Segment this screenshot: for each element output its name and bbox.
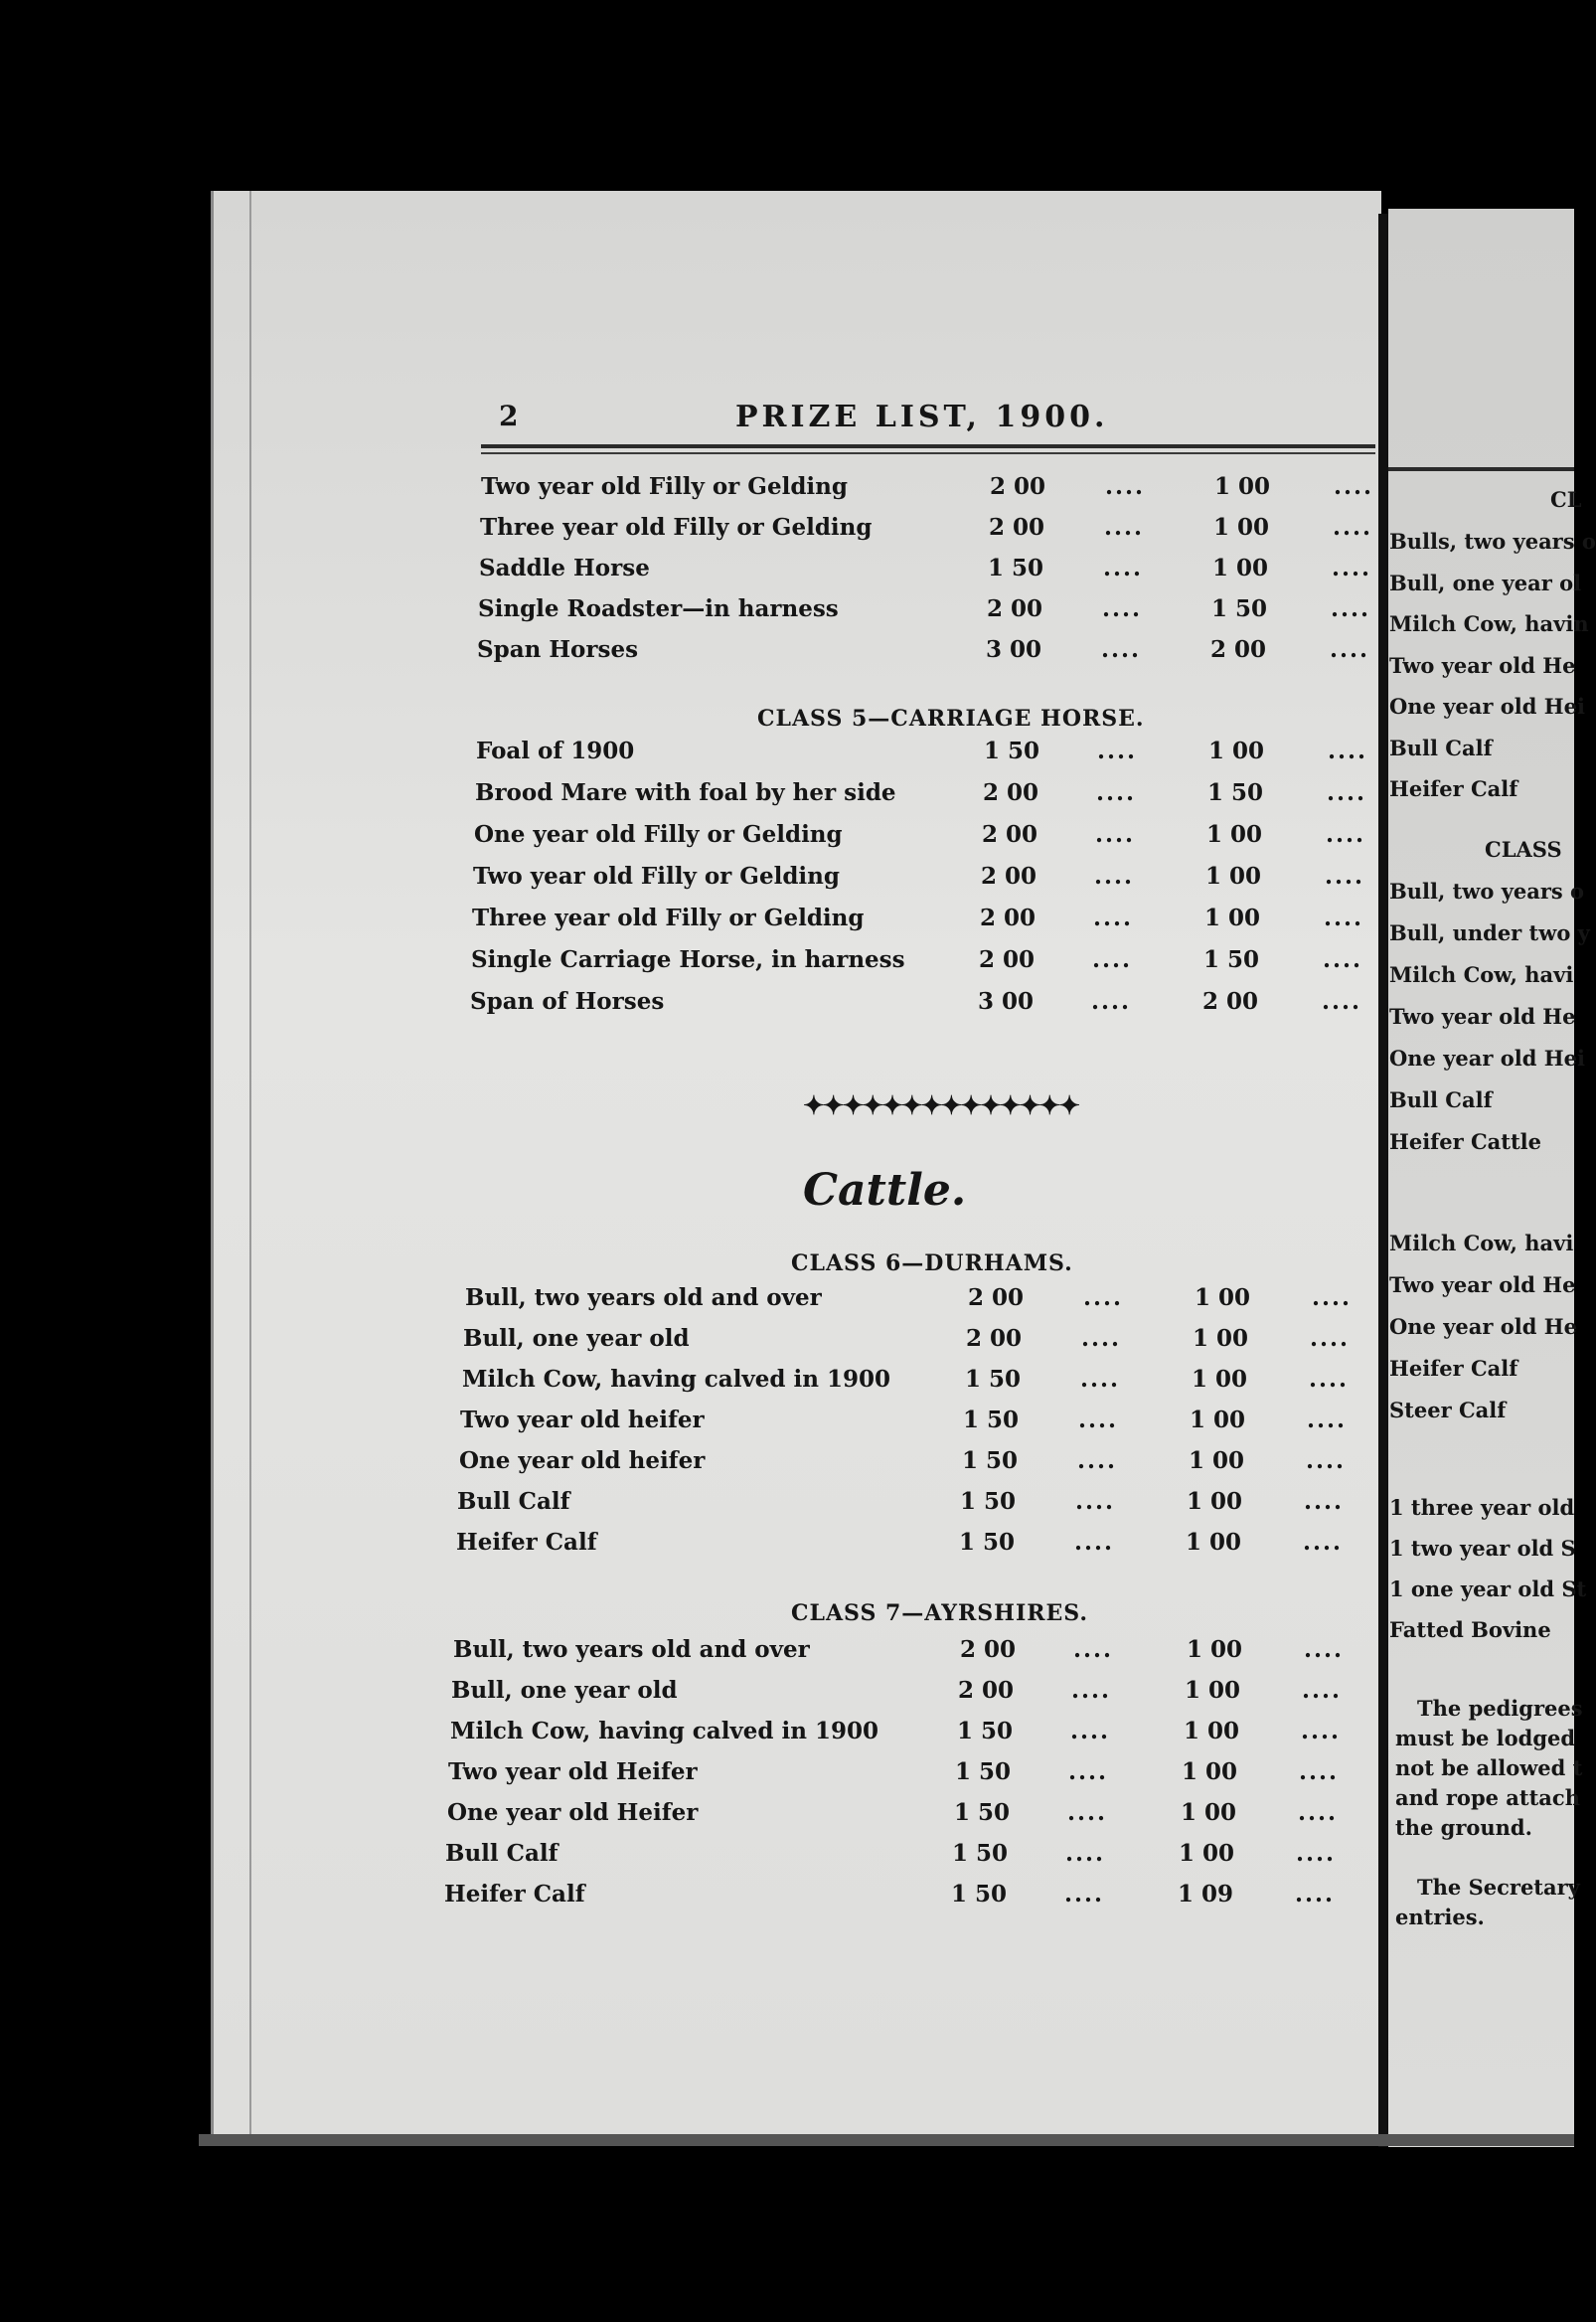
leader-dots: .... <box>1067 1799 1108 1826</box>
leader-dots: .... <box>1104 514 1145 541</box>
note-text-fragment: and rope attach <box>1395 1785 1580 1810</box>
leader-dots: .... <box>1330 636 1370 663</box>
second-prize: 1 00 <box>1214 473 1271 500</box>
second-prize: 1 00 <box>1212 555 1269 581</box>
section-title-cattle: Cattle. <box>803 1165 967 1216</box>
first-prize: 2 00 <box>958 1677 1015 1704</box>
leader-dots: .... <box>1081 1325 1122 1352</box>
prize-row <box>448 1758 1343 1794</box>
page-bottom-edge <box>199 2134 1574 2146</box>
leader-dots: .... <box>1102 595 1143 622</box>
prize-row <box>472 905 1366 940</box>
prize-label-fragment: Milch Cow, havi <box>1389 1231 1574 1255</box>
class-heading-fragment: CLASS <box>1485 837 1562 862</box>
prize-row <box>462 1366 1357 1402</box>
leader-dots: .... <box>1071 1677 1112 1704</box>
prize-label: Bull Calf <box>445 1840 559 1867</box>
leader-dots: .... <box>1324 905 1364 931</box>
first-prize: 3 00 <box>978 988 1035 1015</box>
first-prize: 1 50 <box>984 738 1040 764</box>
prize-row <box>471 946 1365 982</box>
prize-row <box>470 988 1364 1024</box>
second-prize: 1 50 <box>1211 595 1268 622</box>
prize-row <box>478 595 1372 631</box>
prize-label: Span Horses <box>477 636 639 663</box>
first-prize: 1 50 <box>955 1758 1012 1785</box>
leader-dots: .... <box>1093 905 1134 931</box>
leader-dots: .... <box>1103 555 1144 581</box>
second-prize: 1 00 <box>1208 738 1265 764</box>
second-prize: 1 00 <box>1185 1677 1241 1704</box>
class-heading: CLASS 5—CARRIAGE HORSE. <box>757 706 1145 732</box>
second-prize: 1 00 <box>1192 1366 1248 1393</box>
prize-label: Span of Horses <box>470 988 665 1015</box>
leader-dots: .... <box>1307 1407 1348 1433</box>
prize-label-fragment: Bulls, two years o <box>1389 529 1596 554</box>
second-prize: 1 00 <box>1187 1488 1243 1515</box>
leader-dots: .... <box>1303 1529 1344 1556</box>
prize-label: Heifer Calf <box>456 1529 597 1556</box>
first-prize: 2 00 <box>968 1284 1025 1311</box>
leader-dots: .... <box>1325 863 1365 890</box>
prize-label: Three year old Filly or Gelding <box>472 905 865 931</box>
leader-dots: .... <box>1075 1488 1116 1515</box>
prize-label-fragment: Two year old He <box>1389 1272 1576 1297</box>
leader-dots: .... <box>1092 946 1133 973</box>
first-prize: 3 00 <box>986 636 1042 663</box>
leader-dots: .... <box>1309 1366 1350 1393</box>
prize-row <box>476 738 1370 773</box>
second-prize: 1 00 <box>1187 1636 1243 1663</box>
leader-dots: .... <box>1304 1488 1345 1515</box>
prize-label: Milch Cow, having calved in 1900 <box>450 1718 879 1744</box>
prize-label: Bull, two years old and over <box>465 1284 822 1311</box>
header-rule-thin <box>481 452 1375 454</box>
prize-label-fragment: 1 two year old S <box>1389 1536 1576 1561</box>
second-prize: 1 50 <box>1207 779 1264 806</box>
second-prize: 1 00 <box>1213 514 1270 541</box>
first-prize: 2 00 <box>980 905 1037 931</box>
leader-dots: .... <box>1328 738 1368 764</box>
prize-row <box>481 473 1375 509</box>
first-prize: 1 50 <box>988 555 1044 581</box>
leader-dots: .... <box>1091 988 1132 1015</box>
leader-dots: .... <box>1078 1407 1119 1433</box>
leader-dots: .... <box>1306 1447 1347 1474</box>
first-prize: 2 00 <box>981 863 1037 890</box>
first-prize: 1 50 <box>957 1718 1014 1744</box>
leader-dots: .... <box>1095 821 1136 848</box>
note-text-fragment: not be allowed t <box>1395 1755 1583 1780</box>
leader-dots: .... <box>1096 779 1137 806</box>
second-prize: 1 09 <box>1178 1881 1234 1907</box>
prize-label-fragment: One year old He <box>1389 1314 1577 1339</box>
prize-label-fragment: Two year old He <box>1389 1004 1576 1029</box>
prize-label-fragment: Fatted Bovine <box>1389 1617 1551 1642</box>
second-prize: 1 00 <box>1189 1447 1245 1474</box>
first-prize: 2 00 <box>960 1636 1017 1663</box>
prize-label: Two year old Heifer <box>448 1758 698 1785</box>
first-prize: 1 50 <box>951 1881 1008 1907</box>
class-heading: CLASS 6—DURHAMS. <box>791 1250 1073 1276</box>
second-prize: 1 00 <box>1182 1758 1238 1785</box>
second-prize: 1 50 <box>1203 946 1260 973</box>
prize-label: Two year old heifer <box>460 1407 705 1433</box>
leader-dots: .... <box>1334 473 1374 500</box>
prize-row <box>480 514 1374 550</box>
first-prize: 1 50 <box>965 1366 1022 1393</box>
prize-row <box>475 779 1369 815</box>
first-prize: 2 00 <box>982 821 1038 848</box>
prize-label: Bull, one year old <box>451 1677 678 1704</box>
leader-dots: .... <box>1326 821 1366 848</box>
page-fold <box>1378 214 1388 2147</box>
first-prize: 2 00 <box>987 595 1043 622</box>
leader-dots: .... <box>1302 1677 1343 1704</box>
prize-label-fragment: One year old Hei <box>1389 694 1585 719</box>
ornament-divider: ✦✦✦✦✦✦✦✦✦✦✦✦✦✦ <box>803 1091 1078 1121</box>
prize-row <box>451 1677 1346 1713</box>
header-rule <box>481 444 1375 448</box>
second-prize: 1 00 <box>1179 1840 1235 1867</box>
prize-label-fragment: 1 one year old St <box>1389 1576 1587 1601</box>
prize-label-fragment: Heifer Calf <box>1389 776 1518 801</box>
second-prize: 1 00 <box>1205 863 1262 890</box>
prize-row <box>459 1447 1354 1483</box>
second-prize: 2 00 <box>1210 636 1267 663</box>
prize-row <box>450 1718 1345 1753</box>
prize-label-fragment: Two year old He <box>1389 652 1576 678</box>
note-text-fragment: entries. <box>1395 1905 1485 1929</box>
second-prize: 1 00 <box>1193 1325 1249 1352</box>
prize-label: Saddle Horse <box>479 555 650 581</box>
prize-label-fragment: Milch Cow, havin <box>1389 611 1589 636</box>
first-prize: 1 50 <box>960 1488 1017 1515</box>
leader-dots: .... <box>1080 1366 1121 1393</box>
prize-label: Brood Mare with foal by her side <box>475 779 896 806</box>
second-prize: 2 00 <box>1202 988 1259 1015</box>
prize-label: Three year old Filly or Gelding <box>480 514 873 541</box>
right-page <box>1388 209 1574 2147</box>
leader-dots: .... <box>1310 1325 1351 1352</box>
first-prize: 1 50 <box>954 1799 1011 1826</box>
leader-dots: .... <box>1301 1718 1342 1744</box>
prize-row <box>445 1840 1340 1876</box>
prize-label-fragment: Bull Calf <box>1389 735 1493 760</box>
prize-label: Two year old Filly or Gelding <box>473 863 840 890</box>
prize-label: Foal of 1900 <box>476 738 635 764</box>
leader-dots: .... <box>1101 636 1142 663</box>
prize-label-fragment: Heifer Calf <box>1389 1356 1518 1381</box>
prize-label: One year old heifer <box>459 1447 706 1474</box>
leader-dots: .... <box>1332 555 1372 581</box>
prize-label-fragment: Bull, one year ol <box>1389 570 1582 595</box>
leader-dots: .... <box>1333 514 1373 541</box>
prize-label: One year old Filly or Gelding <box>474 821 843 848</box>
page-title: PRIZE LIST, 1900. <box>735 400 1109 434</box>
first-prize: 2 00 <box>979 946 1036 973</box>
second-prize: 1 00 <box>1186 1529 1242 1556</box>
class-heading: CLASS 7—AYRSHIRES. <box>791 1600 1089 1626</box>
prize-label: Heifer Calf <box>444 1881 585 1907</box>
leader-dots: .... <box>1299 1758 1340 1785</box>
prize-row <box>457 1488 1352 1524</box>
leader-dots: .... <box>1296 1840 1337 1867</box>
second-prize: 1 00 <box>1195 1284 1251 1311</box>
prize-row <box>477 636 1371 672</box>
leader-dots: .... <box>1073 1636 1114 1663</box>
prize-label-fragment: Heifer Cattle <box>1389 1129 1542 1154</box>
second-prize: 1 00 <box>1206 821 1263 848</box>
note-text-fragment: the ground. <box>1395 1815 1532 1840</box>
prize-label: Milch Cow, having calved in 1900 <box>462 1366 891 1393</box>
prize-row <box>456 1529 1351 1565</box>
leader-dots: .... <box>1323 946 1363 973</box>
note-text-fragment: The Secretary <box>1417 1875 1580 1900</box>
prize-row <box>473 863 1367 899</box>
leader-dots: .... <box>1074 1529 1115 1556</box>
prize-label-fragment: One year old Hei <box>1389 1046 1585 1071</box>
leader-dots: .... <box>1094 863 1135 890</box>
prize-row <box>444 1881 1339 1916</box>
leader-dots: .... <box>1097 738 1138 764</box>
prize-label: Bull Calf <box>457 1488 570 1515</box>
leader-dots: .... <box>1068 1758 1109 1785</box>
second-prize: 1 00 <box>1181 1799 1237 1826</box>
leader-dots: .... <box>1322 988 1362 1015</box>
prize-row <box>447 1799 1342 1835</box>
leader-dots: .... <box>1327 779 1367 806</box>
right-page-rule <box>1388 467 1574 471</box>
prize-label-fragment: Bull, two years o <box>1389 879 1585 904</box>
first-prize: 2 00 <box>990 473 1046 500</box>
leader-dots: .... <box>1295 1881 1336 1907</box>
prize-label: Single Roadster—in harness <box>478 595 839 622</box>
first-prize: 1 50 <box>952 1840 1009 1867</box>
prize-label: Bull, one year old <box>463 1325 690 1352</box>
prize-label-fragment: Milch Cow, havi <box>1389 962 1574 987</box>
leader-dots: .... <box>1065 1840 1106 1867</box>
second-prize: 1 00 <box>1204 905 1261 931</box>
prize-label: One year old Heifer <box>447 1799 699 1826</box>
prize-label: Bull, two years old and over <box>453 1636 810 1663</box>
leader-dots: .... <box>1083 1284 1124 1311</box>
prize-label: Two year old Filly or Gelding <box>481 473 848 500</box>
prize-row <box>479 555 1373 590</box>
leader-dots: .... <box>1077 1447 1118 1474</box>
page-edge <box>249 191 251 2134</box>
first-prize: 1 50 <box>962 1447 1019 1474</box>
prize-row <box>460 1407 1355 1442</box>
class-heading-fragment: CL <box>1550 487 1582 512</box>
note-text-fragment: must be lodged <box>1395 1726 1576 1750</box>
prize-row <box>453 1636 1348 1672</box>
leader-dots: .... <box>1331 595 1371 622</box>
leader-dots: .... <box>1105 473 1146 500</box>
leader-dots: .... <box>1070 1718 1111 1744</box>
first-prize: 2 00 <box>983 779 1039 806</box>
leader-dots: .... <box>1312 1284 1353 1311</box>
first-prize: 1 50 <box>963 1407 1020 1433</box>
leader-dots: .... <box>1298 1799 1339 1826</box>
first-prize: 2 00 <box>966 1325 1023 1352</box>
page-number: 2 <box>499 400 519 432</box>
prize-row <box>474 821 1368 857</box>
prize-label-fragment: Bull, under two y <box>1389 920 1590 945</box>
note-text-fragment: The pedigrees <box>1417 1696 1583 1721</box>
second-prize: 1 00 <box>1190 1407 1246 1433</box>
prize-label: Single Carriage Horse, in harness <box>471 946 905 973</box>
second-prize: 1 00 <box>1184 1718 1240 1744</box>
prize-label-fragment: Bull Calf <box>1389 1087 1493 1112</box>
first-prize: 2 00 <box>989 514 1045 541</box>
prize-label-fragment: 1 three year old <box>1389 1495 1575 1520</box>
first-prize: 1 50 <box>959 1529 1016 1556</box>
prize-row <box>463 1325 1357 1361</box>
leader-dots: .... <box>1064 1881 1105 1907</box>
prize-row <box>465 1284 1359 1320</box>
leader-dots: .... <box>1304 1636 1345 1663</box>
prize-label-fragment: Steer Calf <box>1389 1398 1507 1422</box>
